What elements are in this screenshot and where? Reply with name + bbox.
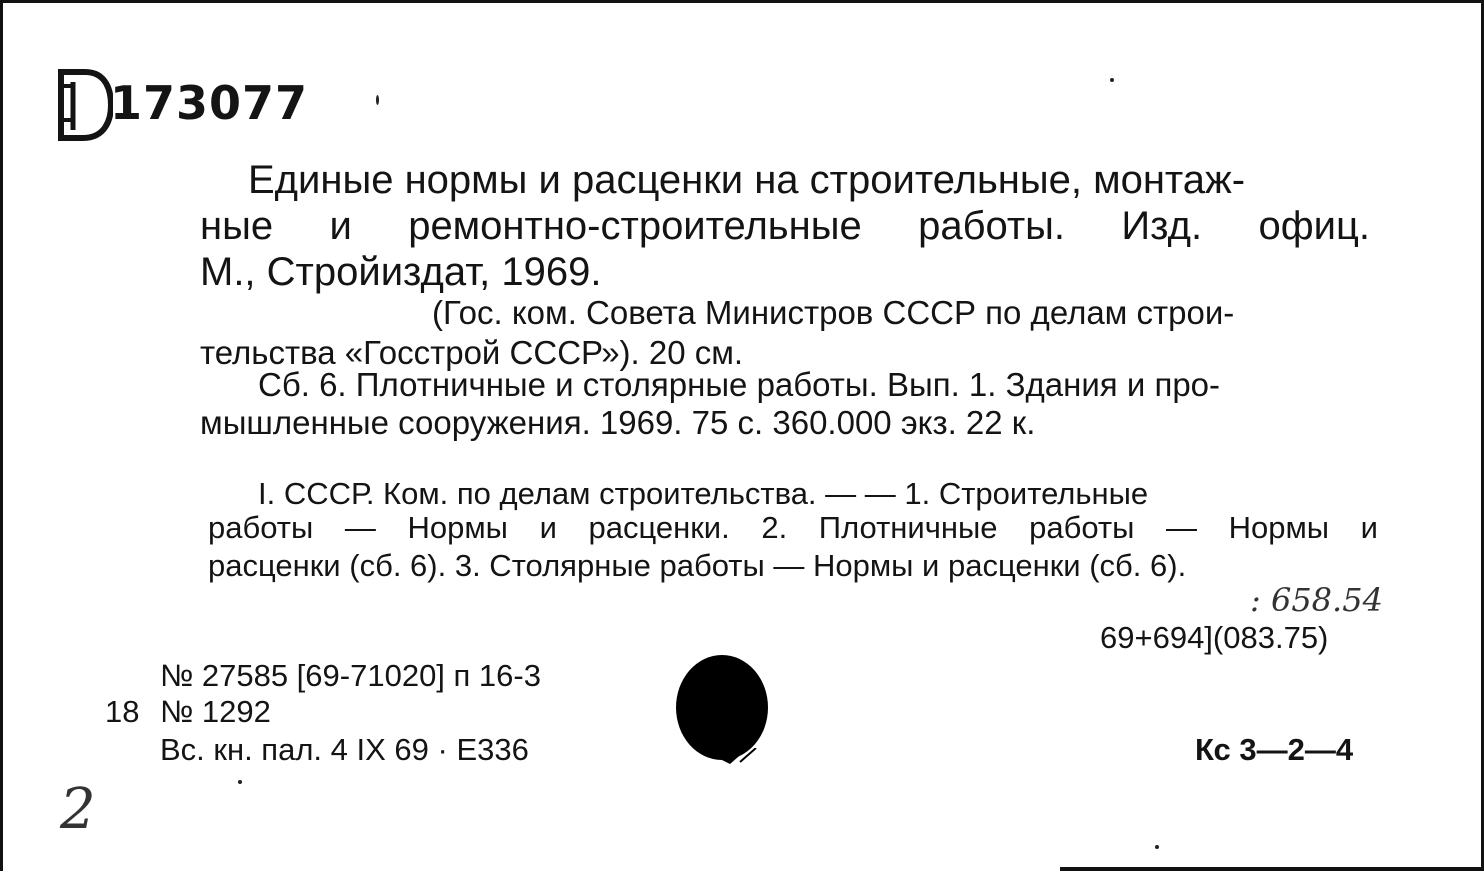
handwritten-mark: 2 [60,777,96,842]
punch-hole-tail [700,748,760,766]
card-border-left [0,0,3,871]
card-border-top [0,0,1484,3]
chamber-line: Вс. кн. пал. 4 IX 69 · E336 [160,732,529,767]
call-letter-stamp-icon [55,68,113,142]
subject-line-2: работы — Нормы и расценки. 2. Плотничные работы — Нормы и [208,510,1378,545]
call-number: 173077 [110,76,309,130]
note-line-1: (Гос. ком. Совета Министров СССР по делам строи- [432,294,1235,331]
inventory-prefix: 18 [105,694,140,729]
note-line-2: тельства «Госстрой СССР»). 20 см. [200,334,744,371]
title-line-2: ные и ремонтно-строительные работы. Изд. офиц. [200,204,1370,248]
series-line-2: мышленные сооружения. 1969. 75 с. 360.000 экз. 22 к. [200,404,1036,441]
speck [238,780,242,784]
classification-index: 69+694](083.75) [1100,620,1329,655]
punch-hole-mark [676,655,768,760]
inventory-number: № 1292 [160,694,271,729]
catalog-code: Кс 3—2—4 [1195,732,1354,767]
handwritten-udc: : 658.54 [1250,581,1383,619]
record-number: № 27585 [69-71020] п 16-3 [160,658,541,693]
subject-line-1: I. СССР. Ком. по делам строительства. — — 1. Строительные [258,476,1149,511]
title-line-3: М., Стройиздат, 1969. [200,250,602,294]
title-line-1: Единые нормы и расценки на строительные, монтаж- [248,158,1246,202]
series-line-1: Сб. 6. Плотничные и столярные работы. Вып. 1. Здания и про- [258,366,1221,403]
speck [376,95,379,105]
subject-line-3: расценки (сб. 6). 3. Столярные работы — Нормы и расценки (сб. 6). [208,548,1187,583]
speck [1110,78,1114,82]
speck [1155,845,1159,849]
card-border-bottom [1060,867,1484,871]
